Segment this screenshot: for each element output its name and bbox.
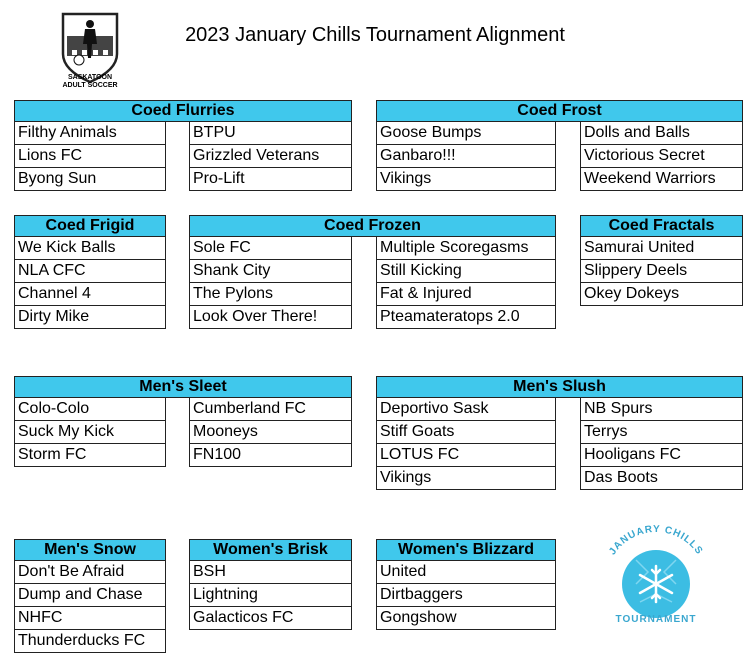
team-cell: Weekend Warriors — [580, 168, 743, 191]
badge-top-text: JANUARY CHILLS — [607, 523, 705, 558]
division-header-coed-fractals: Coed Fractals — [580, 215, 743, 237]
team-cell: Hooligans FC — [580, 444, 743, 467]
team-cell: Thunderducks FC — [14, 630, 166, 653]
team-cell: Ganbaro!!! — [376, 145, 556, 168]
logo-line2: ADULT SOCCER — [62, 82, 118, 89]
team-cell: Deportivo Sask — [376, 398, 556, 421]
team-cell: Look Over There! — [189, 306, 352, 329]
team-cell: Vikings — [376, 168, 556, 191]
team-cell: Victorious Secret — [580, 145, 743, 168]
team-cell: FN100 — [189, 444, 352, 467]
team-cell: Channel 4 — [14, 283, 166, 306]
team-cell: Dirty Mike — [14, 306, 166, 329]
team-cell: Dirtbaggers — [376, 584, 556, 607]
january-chills-badge — [588, 520, 723, 640]
division-header-men-s-slush: Men's Slush — [376, 376, 743, 398]
page-title: 2023 January Chills Tournament Alignment — [185, 24, 565, 46]
team-cell: Slippery Deels — [580, 260, 743, 283]
division-header-coed-frost: Coed Frost — [376, 100, 743, 122]
team-cell: Storm FC — [14, 444, 166, 467]
badge-bottom-text: TOURNAMENT — [615, 614, 697, 625]
team-cell: Okey Dokeys — [580, 283, 743, 306]
team-cell: Byong Sun — [14, 168, 166, 191]
team-cell: Pro-Lift — [189, 168, 352, 191]
team-cell: NB Spurs — [580, 398, 743, 421]
team-cell: Goose Bumps — [376, 122, 556, 145]
team-cell: Terrys — [580, 421, 743, 444]
logo-line1: SASKATOON — [67, 74, 113, 81]
team-cell: Don't Be Afraid — [14, 561, 166, 584]
team-cell: Galacticos FC — [189, 607, 352, 630]
logo-text — [50, 74, 130, 90]
team-cell: Suck My Kick — [14, 421, 166, 444]
team-cell: NHFC — [14, 607, 166, 630]
team-cell: Pteamateratops 2.0 — [376, 306, 556, 329]
team-cell: Das Boots — [580, 467, 743, 490]
team-cell: Still Kicking — [376, 260, 556, 283]
team-cell: Filthy Animals — [14, 122, 166, 145]
team-cell: BSH — [189, 561, 352, 584]
division-header-coed-frigid: Coed Frigid — [14, 215, 166, 237]
team-cell: Vikings — [376, 467, 556, 490]
team-cell: The Pylons — [189, 283, 352, 306]
team-cell: LOTUS FC — [376, 444, 556, 467]
team-cell: Dump and Chase — [14, 584, 166, 607]
team-cell: We Kick Balls — [14, 237, 166, 260]
team-cell: Gongshow — [376, 607, 556, 630]
team-cell: Lightning — [189, 584, 352, 607]
division-header-coed-frozen: Coed Frozen — [189, 215, 556, 237]
team-cell: Shank City — [189, 260, 352, 283]
team-cell: Lions FC — [14, 145, 166, 168]
team-cell: Dolls and Balls — [580, 122, 743, 145]
division-header-men-s-snow: Men's Snow — [14, 539, 166, 561]
team-cell: Colo-Colo — [14, 398, 166, 421]
team-cell: BTPU — [189, 122, 352, 145]
team-cell: Sole FC — [189, 237, 352, 260]
division-header-coed-flurries: Coed Flurries — [14, 100, 352, 122]
team-cell: Fat & Injured — [376, 283, 556, 306]
division-header-women-s-brisk: Women's Brisk — [189, 539, 352, 561]
team-cell: Mooneys — [189, 421, 352, 444]
division-header-women-s-blizzard: Women's Blizzard — [376, 539, 556, 561]
team-cell: United — [376, 561, 556, 584]
team-cell: Stiff Goats — [376, 421, 556, 444]
team-cell: NLA CFC — [14, 260, 166, 283]
team-cell: Multiple Scoregasms — [376, 237, 556, 260]
team-cell: Grizzled Veterans — [189, 145, 352, 168]
team-cell: Cumberland FC — [189, 398, 352, 421]
division-header-men-s-sleet: Men's Sleet — [14, 376, 352, 398]
team-cell: Samurai United — [580, 237, 743, 260]
